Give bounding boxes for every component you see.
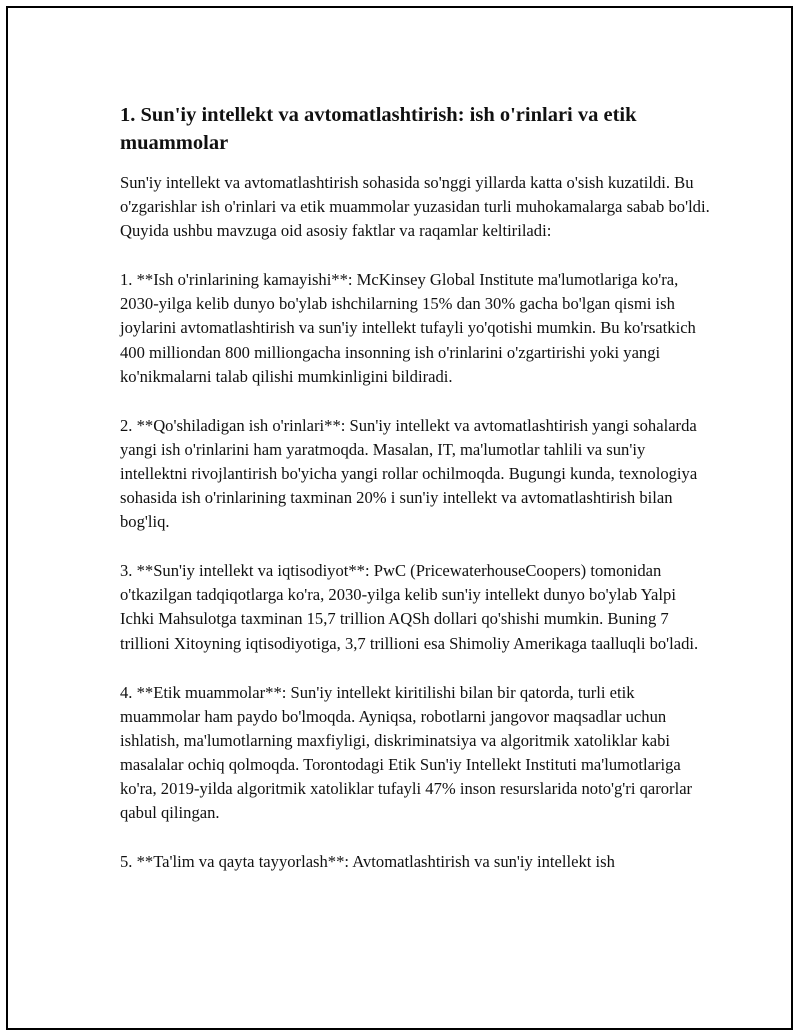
page-frame [6, 6, 793, 1030]
paragraph-education: 5. **Ta'lim va qayta tayyorlash**: Avtomatlashtirish va sun'iy intellekt ish [120, 852, 615, 872]
paragraph-job-losses: 1. **Ish o'rinlarining kamayishi**: McKinsey Global Institute ma'lumotlariga ko'ra, 2030-yilga kelib dunyo bo'ylab ishchilarning 15% dan 30% gacha bo'lgan qismi ish joylarini avtomatlashtirish va sun'iy intellekt tufayli yo'qotishi mumkin. Bu ko'rsatkich 400 milliondan 800 milliongacha insonning ish o'rinlarini o'zgartirishi yoki yangi ko'nikmalarni talab qilishi mumkinligini bildiradi. [120, 270, 696, 386]
intro-paragraph: Sun'iy intellekt va avtomatlashtirish sohasida so'nggi yillarda katta o'sish kuzatildi. Bu o'zgarishlar ish o'rinlari va etik muammolar yuzasidan turli muhokamalarga sabab bo'ldi. Quyida ushbu mavzuga oid asosiy faktlar va raqamlar keltiriladi: [120, 173, 710, 241]
document-title: 1. Sun'iy intellekt va avtomatlashtirish: ish o'rinlari va etik muammolar [120, 104, 637, 154]
paragraph-new-jobs: 2. **Qo'shiladigan ish o'rinlari**: Sun'iy intellekt va avtomatlashtirish yangi sohalarda yangi ish o'rinlarini ham yaratmoqda. Masalan, IT, ma'lumotlar tahlili va sun'iy intellektni rivojlantirish bo'yicha yangi rollar ochilmoqda. Bugungi kunda, texnologiya sohasida ish o'rinlarining taxminan 20% i sun'iy intellekt va avtomatlashtirish bilan bog'liq. [120, 415, 698, 532]
paragraph-economy: 3. **Sun'iy intellekt va iqtisodiyot**: PwC (PricewaterhouseCoopers) tomonidan o'tkazilgan tadqiqotlarga ko'ra, 2030-yilga kelib sun'iy intellekt dunyo bo'ylab Yalpi Ichki Mahsulotga taxminan 15,7 trillion AQSh dollari qo'shishi mumkin. Buning 7 trillioni Xitoyning iqtisodiyotiga, 3,7 trillioni esa Shimoliy Amerikaga taalluqli bo'ladi. [120, 561, 699, 653]
document-body [120, 101, 710, 899]
paragraph-ethics: 4. **Etik muammolar**: Sun'iy intellekt kiritilishi bilan bir qatorda, turli etik muammolar ham paydo bo'lmoqda. Ayniqsa, robotlarni jangovor maqsadlar uchun ishlatish, ma'lumotlarning maxfiyligi, diskriminatsiya va algoritmik xatoliklar kabi masalalar ochiq qolmoqda. Torontodagi Etik Sun'iy Intellekt Instituti ma'lumotlariga ko'ra, 2019-yilda algoritmik xatoliklar tufayli 47% inson resurslarida noto'g'ri qarorlar qabul qilingan. [120, 682, 693, 823]
